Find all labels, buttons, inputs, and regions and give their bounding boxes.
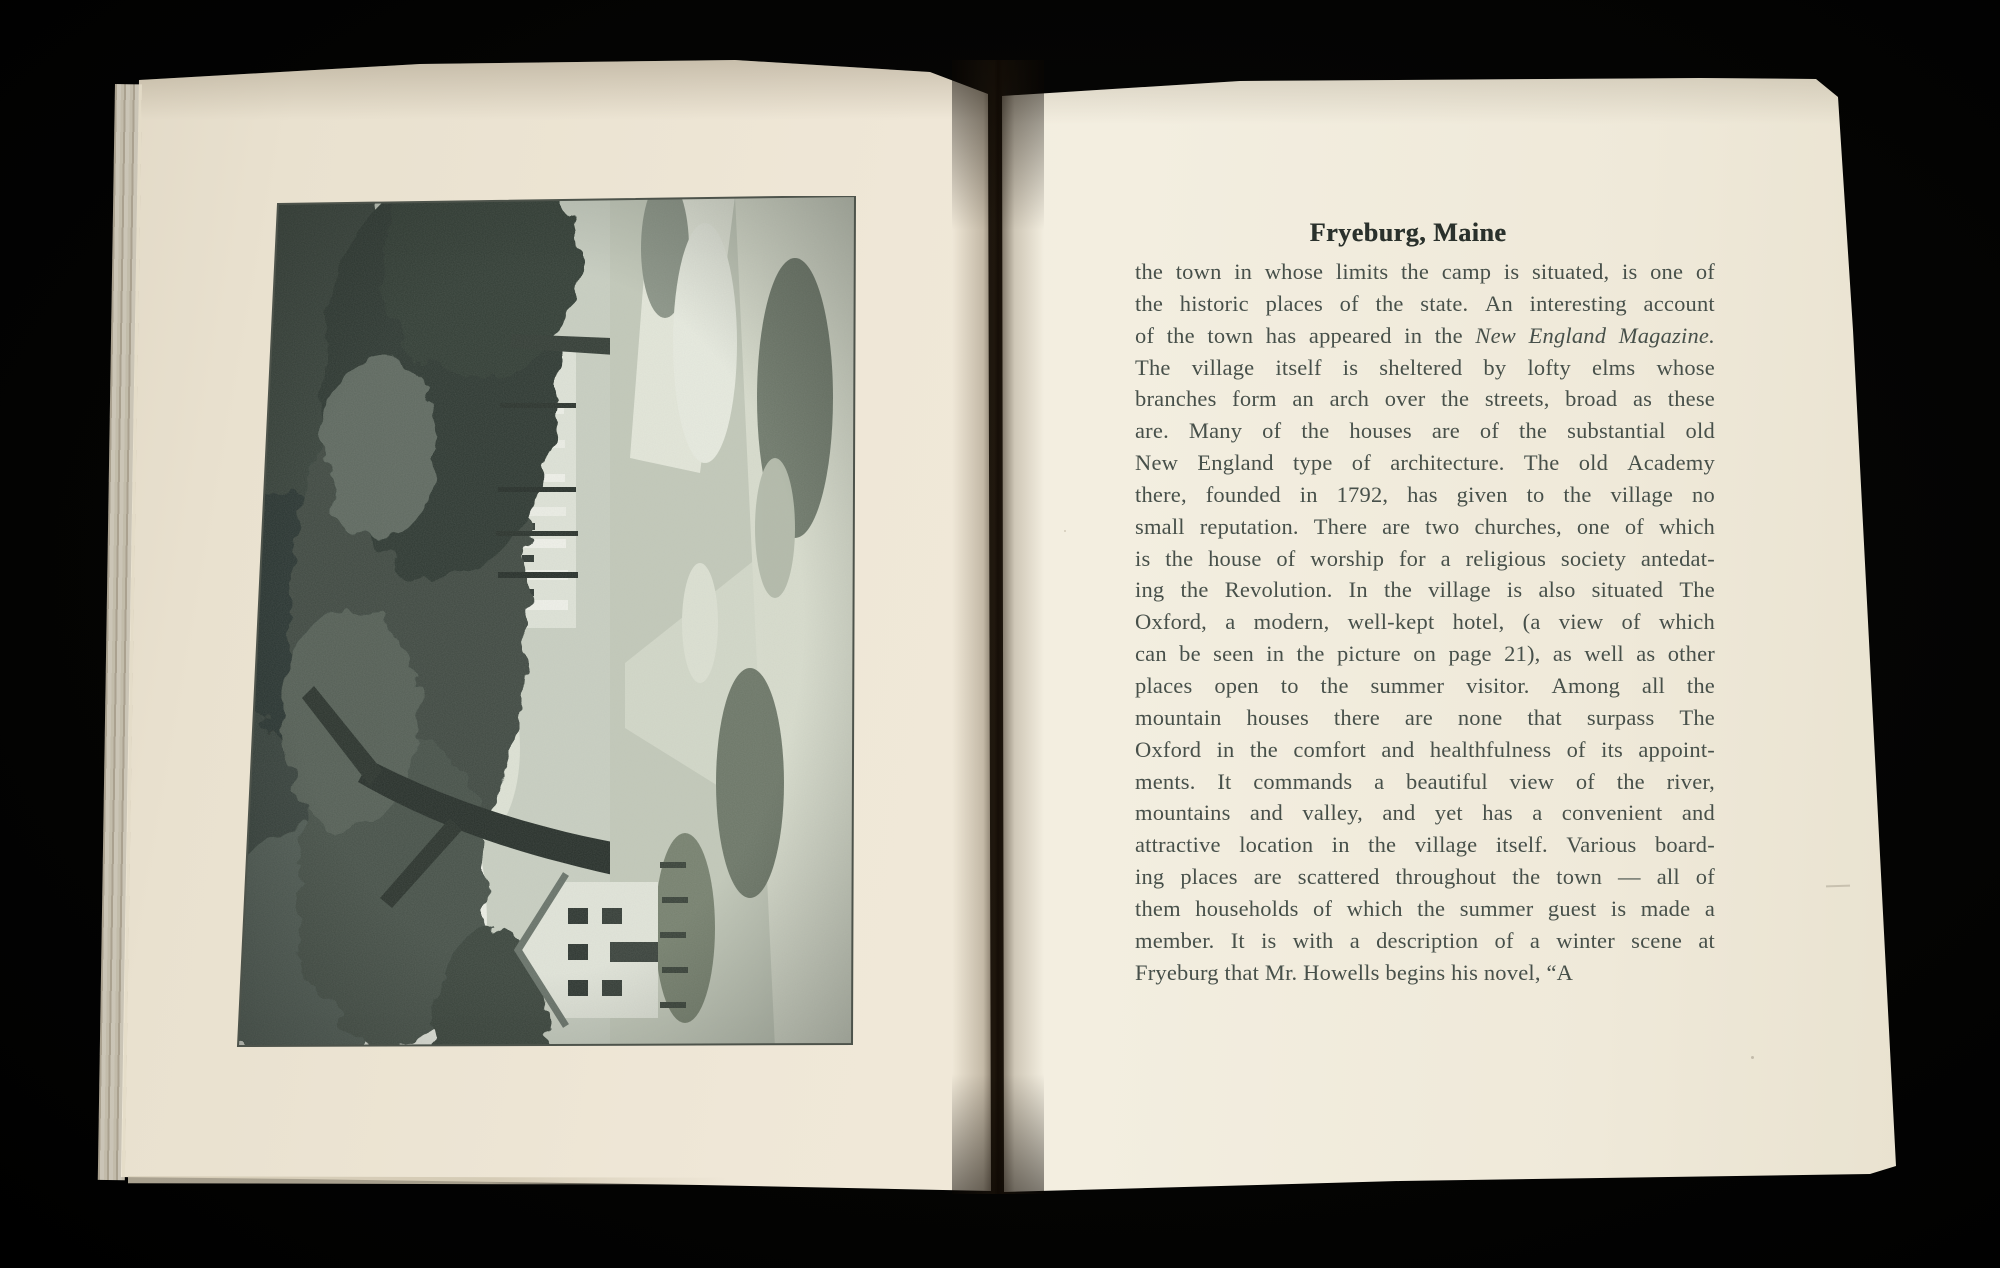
body-text	[1135, 256, 1715, 988]
text-line: places open to the summer visitor. Among all the	[1135, 672, 1715, 698]
paper-speck	[1751, 1056, 1754, 1059]
text-line: of the town has appeared in the New England Magazine.	[1135, 322, 1715, 348]
photo-image	[230, 196, 858, 1048]
text-line: attractive location in the village itself. Various board-	[1135, 832, 1715, 858]
text-line: Oxford, a modern, well-kept hotel, (a view of which	[1135, 609, 1715, 635]
text-line: is the house of worship for a religious society antedat-	[1135, 545, 1715, 571]
text-line: ments. It commands a beautiful view of the river,	[1135, 768, 1715, 794]
text-line: mountains and valley, and yet has a convenient and	[1135, 800, 1715, 826]
photo-plate	[230, 196, 858, 1048]
text-line: New England type of architecture. The old Academy	[1135, 450, 1715, 476]
text-line: small reputation. There are two churches, one of which	[1135, 513, 1715, 539]
photo-vignette	[230, 196, 858, 1048]
paper-speck	[1064, 530, 1066, 532]
page-heading: Fryeburg, Maine	[1309, 218, 1507, 247]
text-line: ing places are scattered throughout the town — all of	[1135, 864, 1715, 890]
text-line: can be seen in the picture on page 21), as well as other	[1135, 641, 1715, 667]
book-gutter	[952, 60, 1044, 1194]
text-line: member. It is with a description of a winter scene at	[1135, 927, 1715, 953]
text-column	[1135, 214, 1715, 988]
text-line: The village itself is sheltered by lofty elms whose	[1135, 354, 1715, 380]
text-line: mountain houses there are none that surpass The	[1135, 704, 1715, 730]
text-line: there, founded in 1792, has given to the village no	[1135, 481, 1715, 507]
text-line: Oxford in the comfort and healthfulness of its appoint-	[1135, 736, 1715, 762]
text-line: branches form an arch over the streets, broad as these	[1135, 386, 1715, 412]
text-line: are. Many of the houses are of the substantial old	[1135, 418, 1715, 444]
page-edges-bottom	[128, 1176, 728, 1185]
text-line: the town in whose limits the camp is situated, is one of	[1135, 259, 1715, 284]
text-line-last: Fryeburg that Mr. Howells begins his novel, “A	[1135, 959, 1574, 985]
text-line: the historic places of the state. An interesting account	[1135, 290, 1715, 316]
text-line: them households of which the summer guest is made a	[1135, 895, 1715, 921]
text-line: ing the Revolution. In the village is also situated The	[1135, 577, 1715, 603]
